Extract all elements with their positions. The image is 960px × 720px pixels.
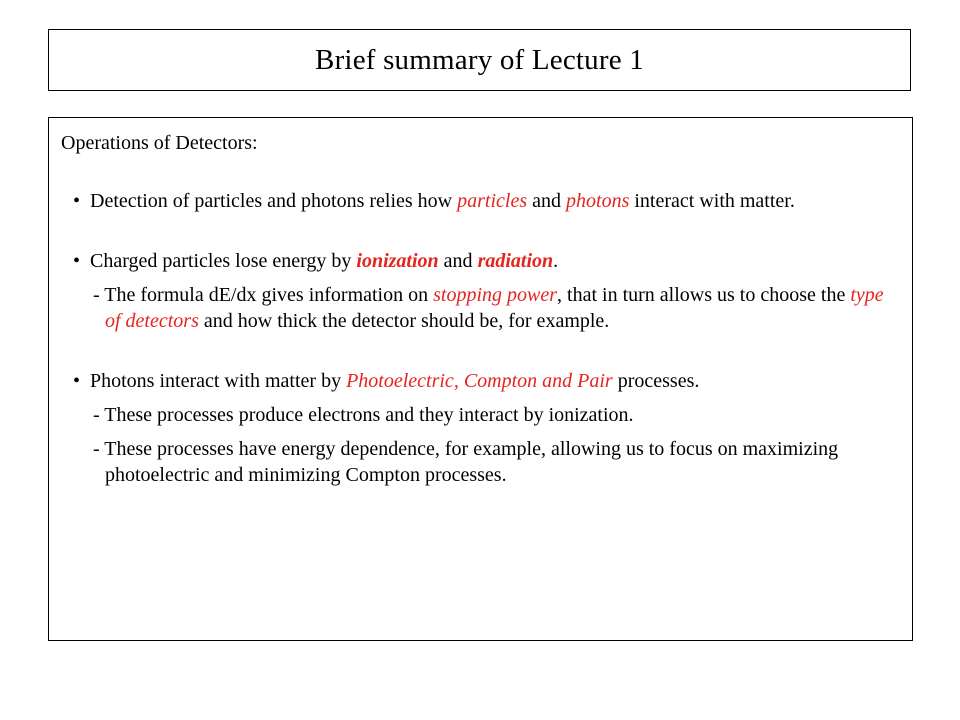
section-heading: Operations of Detectors:: [61, 132, 258, 154]
sub-stopping-text-3: and how thick the detector should be, for example.: [198, 310, 610, 332]
bullet-detection: [61, 188, 900, 214]
bullet-detection-text-2: and: [527, 190, 567, 212]
content-box: [48, 117, 913, 641]
bullet-detection-text-3: interact with matter.: [629, 190, 795, 212]
bullet-charged-text-3: .: [553, 250, 559, 272]
highlight-stopping-power: stopping power: [433, 284, 558, 306]
bullet-charged-text-1: Charged particles lose energy by: [85, 250, 357, 272]
sub-energy-dependence: - These processes have energy dependence, for example, allowing us to focus on maximizing photoelectric and minimizing Compton processes.: [93, 438, 839, 486]
highlight-type-of-detectors: type of detectors: [105, 284, 884, 332]
bullet-photons-text-2: processes.: [612, 370, 700, 392]
bullet-charged-text-2: and: [438, 250, 478, 272]
highlight-photons: photons: [566, 190, 630, 212]
highlight-ionization: ionization: [356, 250, 439, 272]
bullet-dot: •: [73, 190, 81, 212]
sub-stopping-text-1: - The formula dE/dx gives information on: [93, 284, 434, 306]
sub-electrons: - These processes produce electrons and they interact by ionization.: [93, 404, 634, 426]
bullet-photons: [61, 368, 900, 394]
slide-title: Brief summary of Lecture 1: [315, 43, 644, 76]
bullet-charged-particles: [61, 248, 900, 274]
sub-stopping-power: [61, 282, 900, 334]
highlight-processes: Photoelectric, Compton and Pair: [346, 370, 613, 392]
bullet-detection-text-1: Detection of particles and photons relies how: [85, 190, 458, 212]
bullet-dot: •: [73, 250, 81, 272]
title-box: [48, 29, 911, 91]
sub-stopping-text-2: , that in turn allows us to choose the: [557, 284, 851, 306]
bullet-photons-text-1: Photons interact with matter by: [85, 370, 347, 392]
highlight-particles: particles: [457, 190, 528, 212]
highlight-radiation: radiation: [477, 250, 554, 272]
bullet-dot: •: [73, 370, 81, 392]
